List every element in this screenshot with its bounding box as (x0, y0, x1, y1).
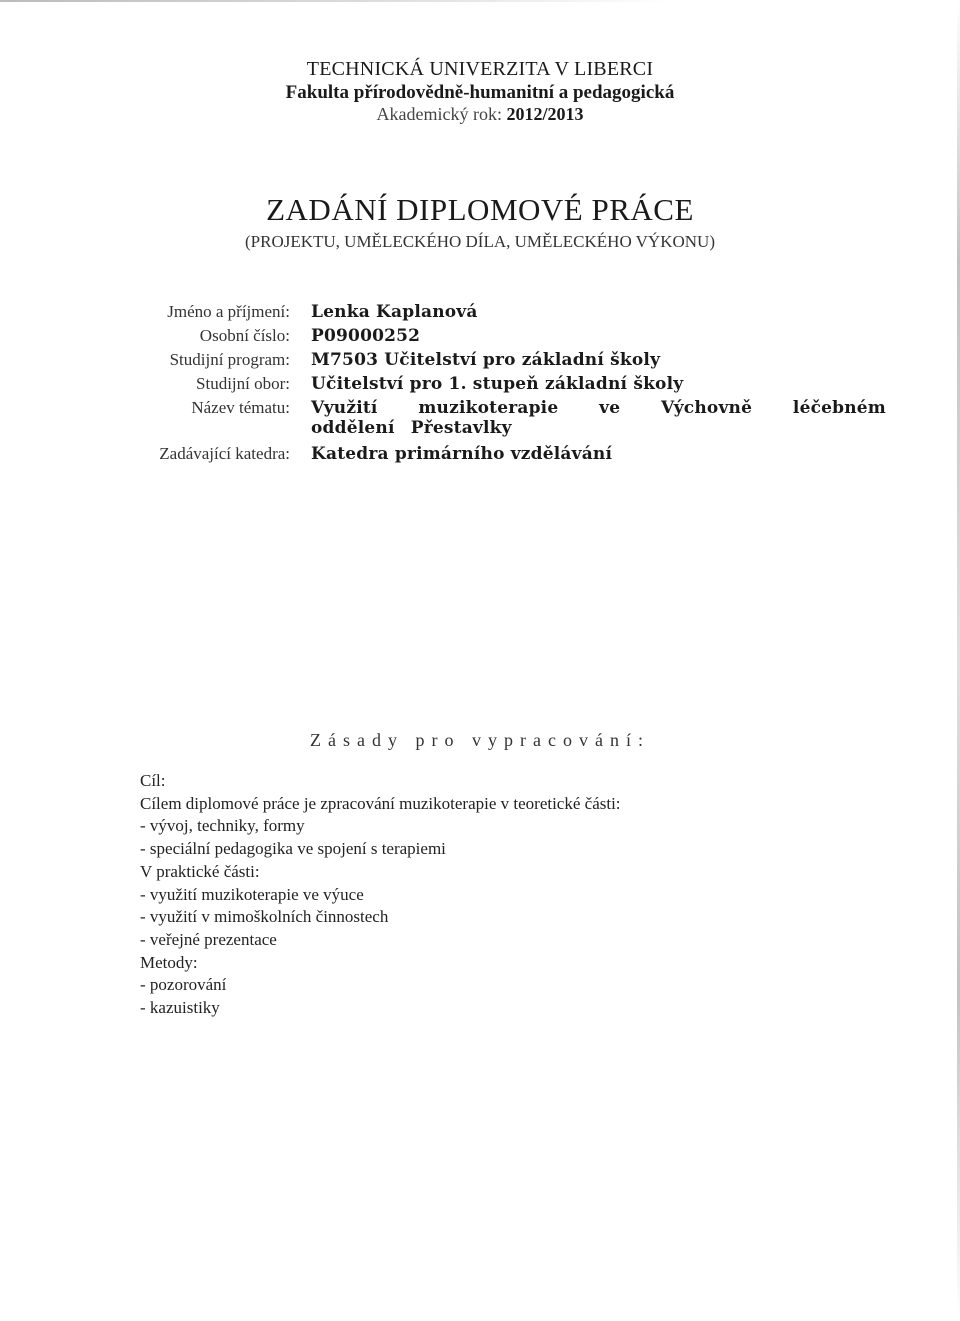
field-row-study-field (0, 374, 960, 398)
principles-line: - speciální pedagogika ve spojení s terapiemi (140, 839, 446, 859)
faculty-name: Fakulta přírodovědně-humanitní a pedagogická (285, 82, 675, 103)
principles-line: - vývoj, techniky, formy (140, 816, 305, 836)
academic-year-value: 2012/2013 (506, 104, 584, 124)
field-label: Zadávající katedra: (159, 444, 290, 463)
field-value-topic: Využití muzikoterapie ve Výchovně léčebném oddělení Přestavlky (311, 398, 886, 438)
field-row-topic (0, 398, 960, 444)
principles-line: Metody: (140, 952, 198, 972)
field-value-name: Lenka Kaplanová (311, 302, 478, 322)
field-row-name (0, 302, 960, 326)
document-title: ZADÁNÍ DIPLOMOVÉ PRÁCE (266, 192, 694, 227)
academic-year-label: Akademický rok: (376, 104, 502, 124)
principles-line: - pozorování (140, 975, 227, 995)
principles-line: - využití v mimoškolních činnostech (140, 907, 389, 927)
field-value-department: Katedra primárního vzdělávání (311, 444, 613, 464)
document-subtitle: (PROJEKTU, UMĚLECKÉHO DÍLA, UMĚLECKÉHO VÝKONU) (245, 232, 715, 251)
field-label: Osobní číslo: (199, 326, 290, 345)
field-row-department (0, 444, 960, 468)
field-label: Studijní obor: (196, 374, 290, 393)
principles-line: - kazuistiky (140, 998, 220, 1018)
principles-line: Cílem diplomové práce je zpracování muzikoterapie v teoretické části: (140, 793, 621, 813)
field-value-personal-number: P09000252 (311, 326, 421, 346)
university-name: TECHNICKÁ UNIVERZITA V LIBERCI (306, 58, 654, 80)
principles-line: - veřejné prezentace (140, 929, 277, 949)
student-fields (0, 302, 960, 468)
principles-body (140, 770, 860, 1020)
field-label: Jméno a příjmení: (167, 302, 290, 321)
principles-line: - využití muzikoterapie ve výuce (140, 884, 364, 904)
principles-line: Cíl: (140, 771, 166, 790)
scan-edge-top (0, 0, 960, 2)
field-row-study-program (0, 350, 960, 374)
principles-line: V praktické části: (140, 861, 260, 881)
academic-year (0, 104, 960, 125)
field-value-study-program: M7503 Učitelství pro základní školy (311, 350, 661, 370)
principles-heading: Zásady pro vypracování: (310, 730, 650, 750)
field-value-study-field: Učitelství pro 1. stupeň základní školy (311, 374, 684, 394)
field-label: Název tématu: (191, 398, 290, 417)
field-row-personal-number (0, 326, 960, 350)
field-label: Studijní program: (169, 350, 290, 369)
